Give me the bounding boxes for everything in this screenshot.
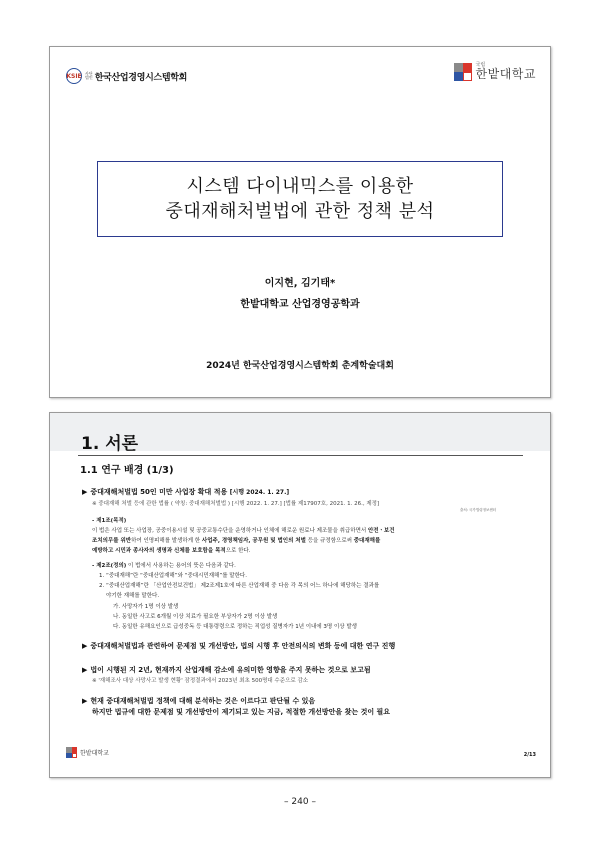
triangle-bullet-icon: ▶ <box>82 697 88 705</box>
ksie-small-top: 사단 <box>85 70 93 76</box>
ksie-logo <box>66 68 187 84</box>
bullet-1: ▶ 중대재해처벌법 50인 미만 사업장 확대 적용 [시행 2024. 1. 27.] <box>82 488 290 496</box>
triangle-bullet-icon: ▶ <box>82 666 88 674</box>
ksie-name: 한국산업경영시스템학회 <box>94 72 188 83</box>
hanbat-logo <box>454 62 536 81</box>
bullet-3: ▶ 법이 시행된 지 2년, 현재까지 산업재해 감소에 유의미한 영향을 주지 못하는 것으로 보고됨 <box>82 666 371 674</box>
bullet-3-note: ※ '재해조사 대상 사망사고 발생 현황' 잠정결과에서 2023년 최초 500명대 수준으로 감소 <box>92 678 309 684</box>
hanbat-logo-icon <box>66 747 77 758</box>
introduction-slide <box>49 412 551 778</box>
source-note: 출처: 국가법령정보센터 <box>460 508 497 512</box>
definition-1: 1. “중대재해”란 “중대산업재해”와 “중대시민재해”를 말한다. <box>99 573 247 579</box>
title-slide <box>49 46 551 398</box>
title-line-2: 중대재해처벌법에 관한 정책 분석 <box>165 201 435 222</box>
hanbat-small: 국립 <box>475 62 486 68</box>
section-heading: 1. 서론 <box>81 434 139 454</box>
subsection-heading: 1.1 연구 배경 (1/3) <box>80 465 174 476</box>
heading-divider <box>78 455 523 456</box>
article-1-line-3: 예방하고 시민과 종사자의 생명과 신체를 보호함을 목적으로 한다. <box>92 548 251 554</box>
bullet-1-note: ※ 중대재해 처벌 등에 관한 법률 ( 약칭: 중대재해처벌법 ) [시행 2022. 1. 27.] [법률 제17907호, 2021. 1. 26., 제정] <box>92 501 380 507</box>
definition-2-b: 나. 동일한 사고로 6개월 이상 치료가 필요한 부상자가 2명 이상 발생 <box>113 614 278 620</box>
bullet-4-line-2: 하지만 법규에 대한 문제점 및 개선방안이 제기되고 있는 지금, 적절한 개선방안을 찾는 것이 필요 <box>92 708 391 716</box>
article-1-title: - 제1조(목적) <box>92 518 127 524</box>
triangle-bullet-icon: ▶ <box>82 488 88 496</box>
article-1-line-2: 조치의무를 위반하여 인명피해를 발생하게 한 사업주, 경영책임자, 공무원 및 법인의 처벌 등을 규정함으로써 중대재해를 <box>92 538 381 544</box>
conference: 2024년 한국산업경영시스템학회 춘계학술대회 <box>206 361 394 371</box>
title-line-1: 시스템 다이내믹스를 이용한 <box>186 176 414 197</box>
hanbat-logo-icon <box>454 63 472 81</box>
footer-logo <box>66 747 109 758</box>
hanbat-name: 한밭대학교 <box>475 67 536 81</box>
page-number: – 240 – <box>284 797 316 807</box>
article-2-line: - 제2조(정의) 이 법에서 사용하는 용어의 뜻은 다음과 같다. <box>92 563 236 569</box>
definition-2-a: 가. 사망자가 1명 이상 발생 <box>113 604 179 610</box>
affiliation: 한밭대학교 산업경영공학과 <box>240 299 360 310</box>
title-box <box>97 161 503 237</box>
footer-logo-name: 한밭대학교 <box>80 750 109 757</box>
article-1-line-1: 이 법은 사업 또는 사업장, 공중이용시설 및 공중교통수단을 운영하거나 인체에 해로운 원료나 제조물을 취급하면서 안전ㆍ보건 <box>92 528 395 534</box>
definition-2-line-2: 야기한 재해를 말한다. <box>106 593 160 599</box>
bullet-2: ▶ 중대재해처벌법과 관련하여 문제점 및 개선방안, 법의 시행 후 안전의식의 변화 등에 대한 연구 진행 <box>82 642 396 650</box>
triangle-bullet-icon: ▶ <box>82 642 88 650</box>
authors: 이지현, 김기태* <box>264 278 336 289</box>
bullet-4-line-1: ▶ 현재 중대재해처벌법 정책에 대해 분석하는 것은 이르다고 판단될 수 있음 <box>82 697 316 705</box>
ksie-logo-icon: KSIE <box>66 68 82 84</box>
definition-2-line-1: 2. “중대산업재해”란 「산업안전보건법」 제2조제1호에 따른 산업재해 중 다음 각 목의 어느 하나에 해당하는 결과를 <box>99 583 380 589</box>
slide-page-number: 2/13 <box>523 752 536 758</box>
definition-2-c: 다. 동일한 유해요인으로 급성중독 등 대통령령으로 정하는 직업성 질병자가 1년 이내에 3명 이상 발생 <box>113 624 357 630</box>
ksie-small-bottom: 법인 <box>85 75 93 80</box>
